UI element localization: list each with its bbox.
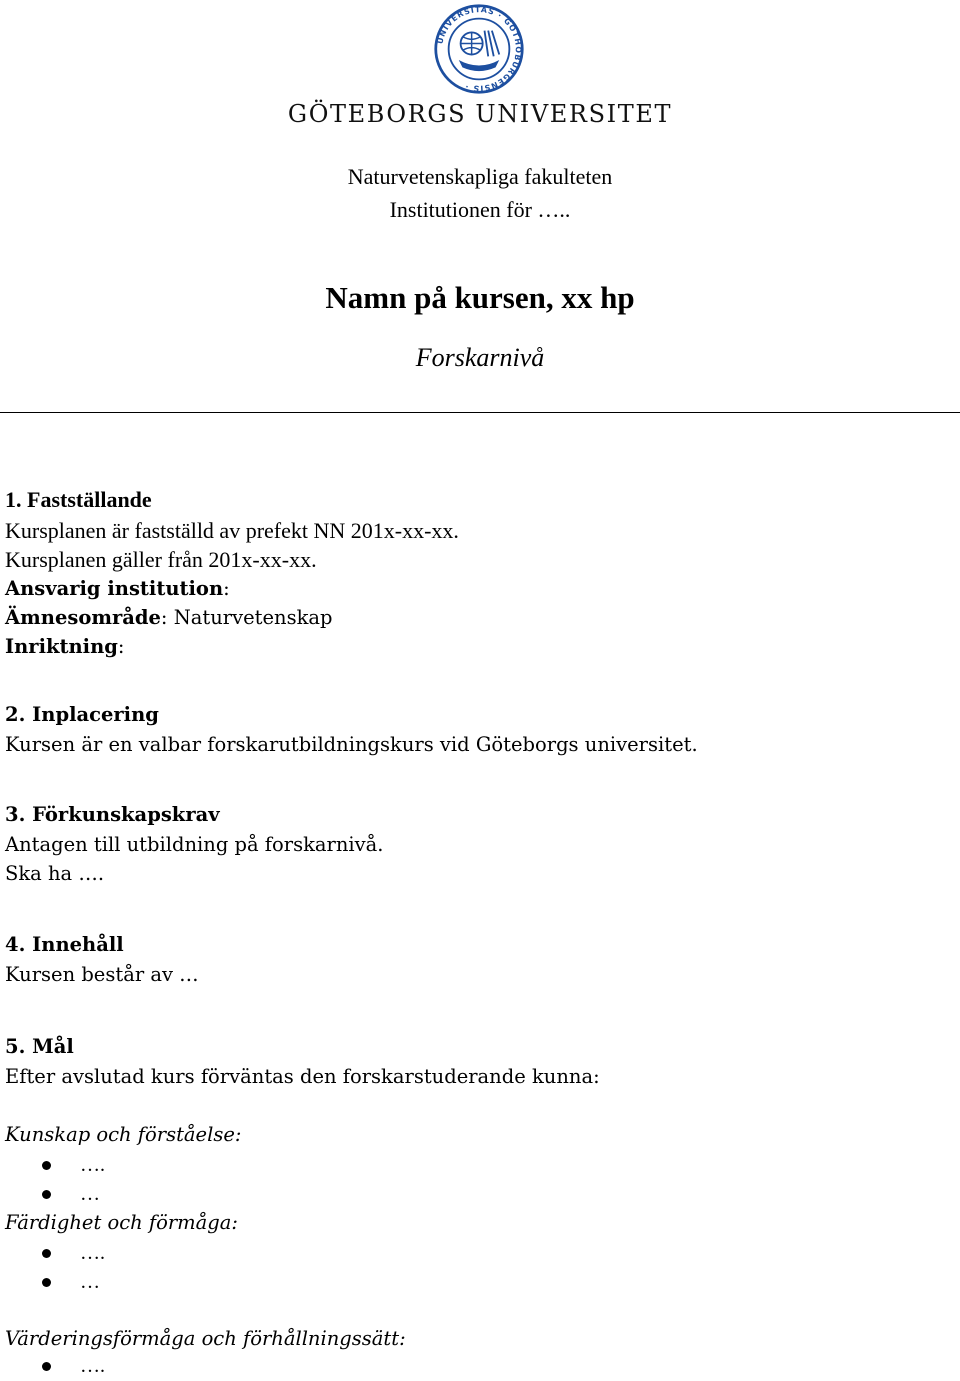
faculty-name: Naturvetenskapliga fakulteten [347, 164, 613, 189]
section-2-text: Kursen är en valbar forskarutbildningskurs vid Göteborgs universitet. [5, 733, 698, 756]
subject-value: Naturvetenskap [173, 606, 333, 629]
section-1-line-1: Kursplanen är fastställd av prefekt NN 201x-xx-xx. [5, 518, 459, 543]
bullet-icon [42, 1161, 51, 1170]
course-level: Forskarnivå [415, 343, 545, 372]
section-2-heading: 2. Inplacering [5, 703, 159, 726]
section-3-heading: 3. Förkunskapskrav [5, 803, 220, 826]
institution-row: Ansvarig institution: [5, 577, 230, 600]
university-wordmark: GÖTEBORGS UNIVERSITET [287, 100, 673, 128]
direction-label: Inriktning [5, 635, 118, 658]
goal-item: … [80, 1271, 100, 1293]
bullet-icon [42, 1278, 51, 1287]
university-seal-icon [433, 3, 525, 95]
goal-item: … [80, 1183, 100, 1205]
section-5-intro: Efter avslutad kurs förväntas den forskarstuderande kunna: [5, 1065, 600, 1088]
bullet-icon [42, 1190, 51, 1199]
goal-group-title: Färdighet och förmåga: [5, 1211, 238, 1234]
goal-group-title: Kunskap och förståelse: [5, 1123, 242, 1146]
section-5-heading: 5. Mål [5, 1035, 74, 1058]
section-1-line-2: Kursplanen gäller från 201x-xx-xx. [5, 547, 317, 572]
goal-item: …. [80, 1154, 105, 1176]
header-divider [0, 412, 960, 413]
direction-row: Inriktning: [5, 635, 125, 658]
faculty-block [0, 160, 960, 226]
section-1-heading: 1. Fastställande [5, 487, 152, 512]
goal-item: …. [80, 1242, 105, 1264]
section-4-heading: 4. Innehåll [5, 933, 124, 956]
bullet-icon [42, 1362, 51, 1371]
seal-text: UNIVERSITAS · GOTHOBURGENSIS · [435, 5, 523, 93]
subject-row: Ämnesområde: Naturvetenskap [5, 606, 333, 629]
department-name: Institutionen för ….. [389, 197, 571, 222]
institution-label: Ansvarig institution [5, 577, 224, 600]
section-3-line-2: Ska ha …. [5, 862, 105, 885]
section-3-line-1: Antagen till utbildning på forskarnivå. [5, 833, 384, 856]
goal-group-title: Värderingsförmåga och förhållningssätt: [5, 1327, 406, 1350]
goal-item: …. [80, 1355, 105, 1377]
course-title: Namn på kursen, xx hp [325, 280, 635, 315]
section-4-text: Kursen består av … [5, 963, 199, 986]
bullet-icon [42, 1249, 51, 1258]
subject-label: Ämnesområde [5, 606, 161, 629]
